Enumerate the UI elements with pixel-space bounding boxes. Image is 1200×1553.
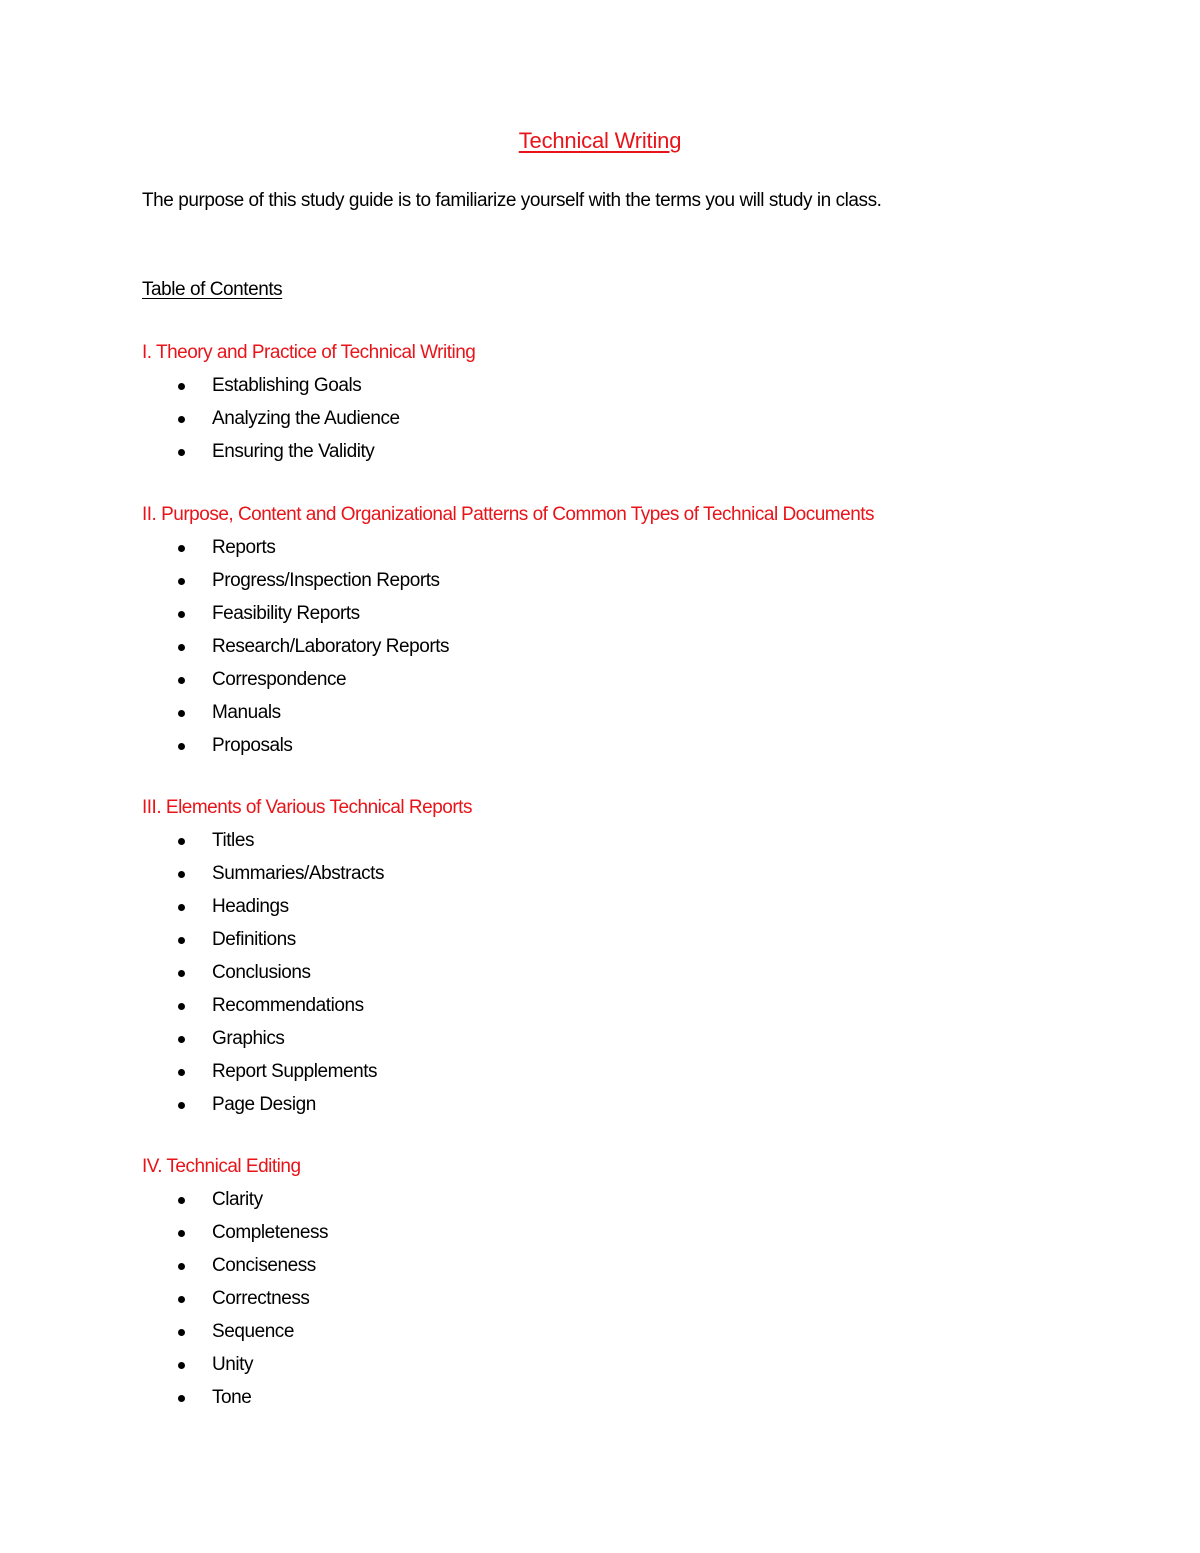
section-heading: II. Purpose, Content and Organizational Patterns of Common Types of Technical Documents <box>142 504 875 525</box>
list-item-label: Analyzing the Audience <box>212 408 400 429</box>
list-item-label: Page Design <box>212 1094 316 1115</box>
list-item-label: Conciseness <box>212 1255 316 1276</box>
bullet-icon <box>178 904 185 911</box>
list-item <box>142 438 1142 471</box>
list-item-label: Clarity <box>212 1189 263 1210</box>
list-item <box>142 372 1142 405</box>
list-item <box>142 633 1142 666</box>
list-item-label: Proposals <box>212 735 293 756</box>
bullet-icon <box>178 937 185 944</box>
list-item-label: Titles <box>212 830 254 851</box>
list-item <box>142 893 1142 926</box>
bullet-icon <box>178 1329 185 1336</box>
bullet-icon <box>178 677 185 684</box>
toc-heading: Table of Contents <box>142 279 283 300</box>
bullet-icon <box>178 710 185 717</box>
list-item <box>142 699 1142 732</box>
list-item-label: Manuals <box>212 702 281 723</box>
list-item <box>142 860 1142 893</box>
list-item <box>142 1252 1142 1285</box>
bullet-icon <box>178 1197 185 1204</box>
section-4 <box>142 1153 1142 1417</box>
list-item-label: Feasibility Reports <box>212 603 360 624</box>
list-item <box>142 600 1142 633</box>
bullet-icon <box>178 1036 185 1043</box>
list-item <box>142 405 1142 438</box>
list-item <box>142 534 1142 567</box>
list-item-label: Summaries/Abstracts <box>212 863 384 884</box>
list-item <box>142 732 1142 765</box>
document-title: Technical Writing <box>518 128 682 153</box>
list-item-label: Headings <box>212 896 289 917</box>
list-item <box>142 1318 1142 1351</box>
section-1 <box>142 339 1142 471</box>
bullet-icon <box>178 383 185 390</box>
list-item-label: Establishing Goals <box>212 375 362 396</box>
list-item-label: Progress/Inspection Reports <box>212 570 440 591</box>
list-item <box>142 1058 1142 1091</box>
list-item-label: Graphics <box>212 1028 285 1049</box>
bullet-icon <box>178 449 185 456</box>
bullet-icon <box>178 644 185 651</box>
bullet-icon <box>178 871 185 878</box>
list-item-label: Correctness <box>212 1288 310 1309</box>
list-item-label: Tone <box>212 1387 252 1408</box>
list-item <box>142 1384 1142 1417</box>
bullet-icon <box>178 1263 185 1270</box>
list-item <box>142 827 1142 860</box>
bullet-icon <box>178 1003 185 1010</box>
list-item <box>142 1351 1142 1384</box>
list-item <box>142 567 1142 600</box>
bullet-icon <box>178 578 185 585</box>
list-item <box>142 959 1142 992</box>
bullet-icon <box>178 1230 185 1237</box>
bullet-icon <box>178 1102 185 1109</box>
bullet-icon <box>178 1395 185 1402</box>
list-item-label: Correspondence <box>212 669 347 690</box>
list-item-label: Report Supplements <box>212 1061 378 1082</box>
intro-paragraph: The purpose of this study guide is to familiarize yourself with the terms you will study in class. <box>142 190 882 211</box>
bullet-icon <box>178 970 185 977</box>
bullet-icon <box>178 611 185 618</box>
list-item <box>142 926 1142 959</box>
list-item-label: Ensuring the Validity <box>212 441 375 462</box>
bullet-icon <box>178 838 185 845</box>
list-item-label: Definitions <box>212 929 296 950</box>
list-item <box>142 992 1142 1025</box>
list-item-label: Reports <box>212 537 276 558</box>
list-item <box>142 1285 1142 1318</box>
section-2 <box>142 501 1142 765</box>
list-item <box>142 1025 1142 1058</box>
section-heading: I. Theory and Practice of Technical Writing <box>142 342 476 363</box>
list-item-label: Sequence <box>212 1321 294 1342</box>
list-item <box>142 1091 1142 1124</box>
list-item-label: Recommendations <box>212 995 364 1016</box>
bullet-list <box>142 534 1142 765</box>
list-item <box>142 1219 1142 1252</box>
section-heading: IV. Technical Editing <box>142 1156 301 1177</box>
list-item-label: Research/Laboratory Reports <box>212 636 450 657</box>
bullet-icon <box>178 1362 185 1369</box>
bullet-list <box>142 827 1142 1124</box>
bullet-icon <box>178 545 185 552</box>
list-item-label: Unity <box>212 1354 254 1375</box>
bullet-icon <box>178 416 185 423</box>
bullet-list <box>142 372 1142 471</box>
bullet-list <box>142 1186 1142 1417</box>
section-3 <box>142 794 1142 1124</box>
list-item-label: Completeness <box>212 1222 329 1243</box>
list-item-label: Conclusions <box>212 962 311 983</box>
bullet-icon <box>178 743 185 750</box>
list-item <box>142 666 1142 699</box>
section-heading: III. Elements of Various Technical Reports <box>142 797 472 818</box>
bullet-icon <box>178 1069 185 1076</box>
bullet-icon <box>178 1296 185 1303</box>
list-item <box>142 1186 1142 1219</box>
